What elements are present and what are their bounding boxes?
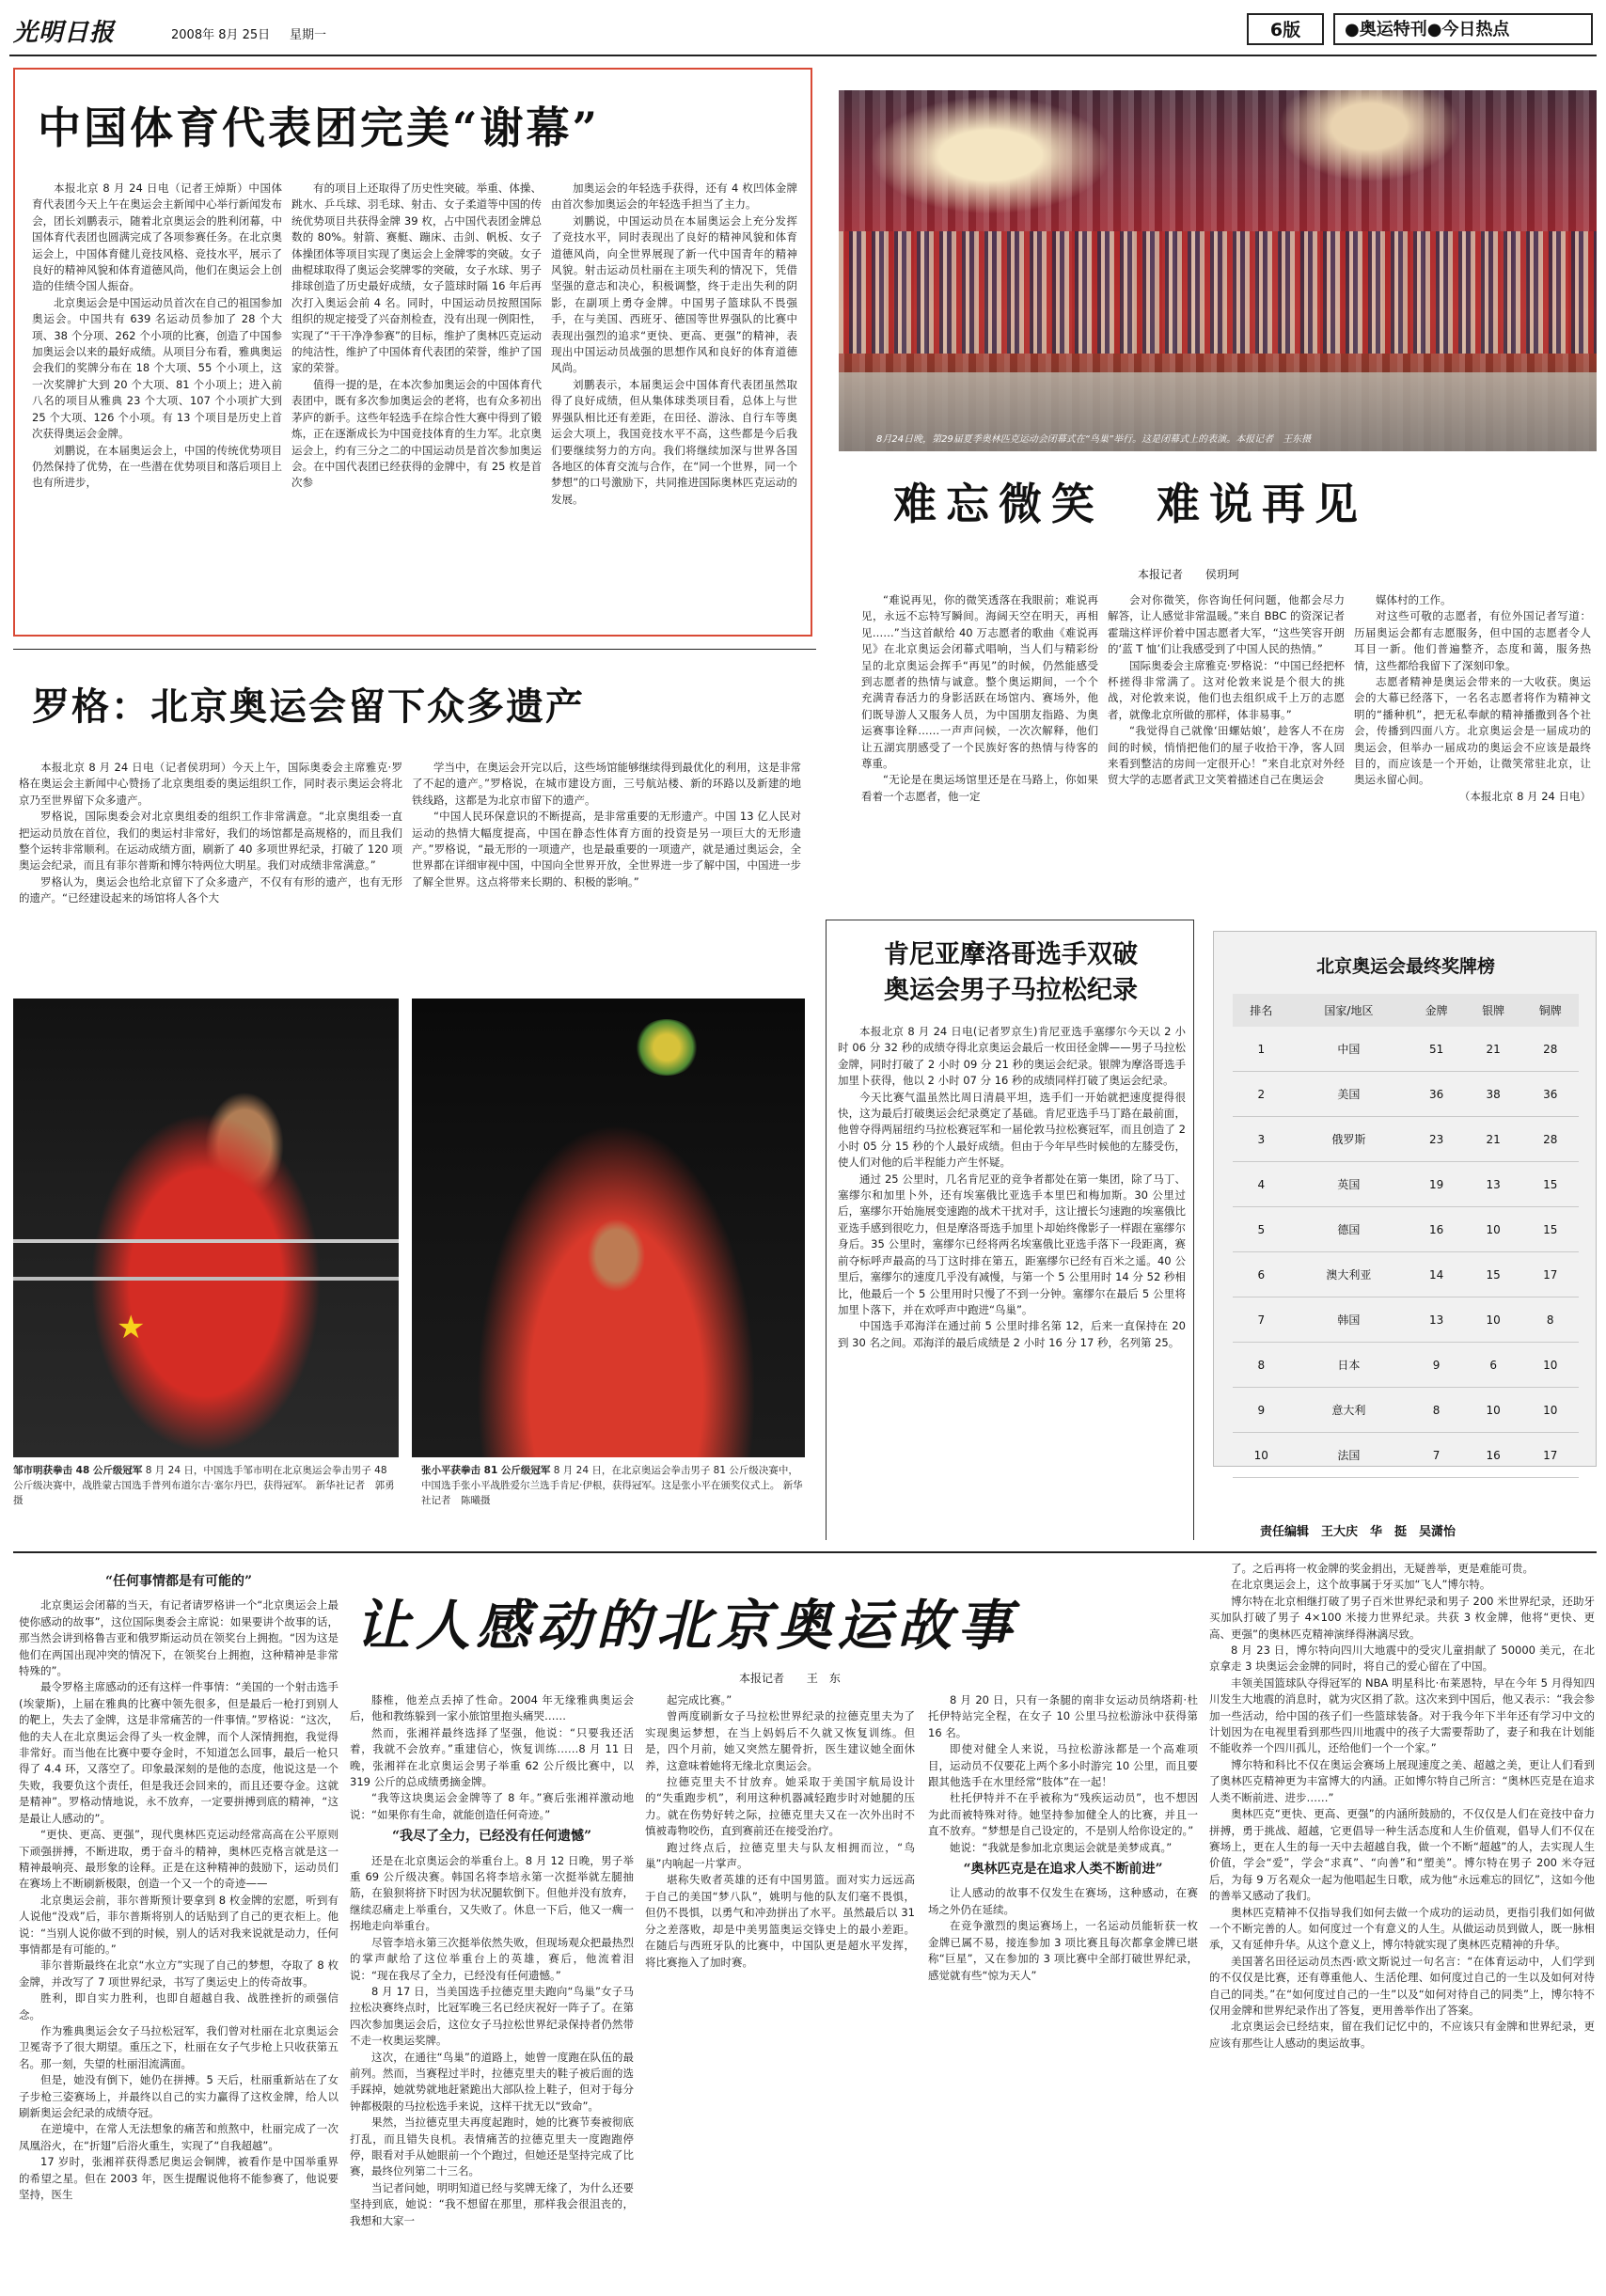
table-cell: 23 xyxy=(1408,1117,1465,1162)
table-row xyxy=(1233,1252,1579,1297)
table-cell: 7 xyxy=(1408,1433,1465,1478)
lead-col-3 xyxy=(551,181,797,508)
section-badge-today: ●今日热点 xyxy=(1426,20,1510,39)
paragraph: “无论是在奥运场馆里还是在马路上，你如果看着一个志愿者，他一定 xyxy=(861,773,1098,803)
table-cell: 10 xyxy=(1465,1207,1522,1252)
paragraph: 罗格说，国际奥委会对北京奥组委的组织工作非常满意。“北京奥组委一直把运动员放在首位，我们的奥运村非常好，我们的场馆都是高规格的，而且我们整个运转非常顺利。在运动成绩方面，刷新了 40 多项世界纪录，打破了 120 项奥运会纪录，而且有菲尔普斯和博尔特两位大明星。我们对成绩非常满意。” xyxy=(19,810,402,873)
lead-headline: 中国体育代表团完美“谢幕” xyxy=(38,102,600,153)
table-cell: 13 xyxy=(1465,1162,1522,1207)
paragraph: 博尔特在北京相继打破了男子百米世界纪录和男子 200 米世界纪录，还助牙买加队打破了男子 4×100 米接力世界纪录。共获 3 枚金牌，他将“更快、更高、更强”的奥林匹克精神演绎得淋漓尽致。 xyxy=(1209,1594,1595,1641)
column-header: 金牌 xyxy=(1408,994,1465,1027)
medal-table-body xyxy=(1233,1027,1579,1478)
paragraph: 今天比赛气温虽然比周日清晨平坦，选手们一开始就把速度提得很快，这为最后打破奥运会纪录奠定了基础。肯尼亚选手马丁路在最前面，他曾夺得两届纽约马拉松赛冠军和一届伦敦马拉松赛冠军，而且创造了 2 小时 05 分 15 秒的个人最好成绩。但由于今年早些时候他的左膝受伤，使人们对他的后半程能力产生怀疑。 xyxy=(838,1090,1186,1170)
byline-name: 侯玥珂 xyxy=(1204,568,1239,581)
table-row xyxy=(1233,1388,1579,1433)
caption-title: 邹市明获拳击 48 公斤级冠军 xyxy=(13,1465,143,1476)
paragraph: 尽管李培永第三次挺举依然失败，但现场观众把最热烈的掌声献给了这位举重台上的英雄，赛后，他流着泪说：“现在我尽了全力，已经没有任何遗憾。” xyxy=(350,1935,634,1982)
table-cell: 俄罗斯 xyxy=(1290,1117,1409,1162)
medal-table-title: 北京奥运会最终奖牌榜 xyxy=(1315,956,1495,977)
dateline: （本报北京 8 月 24 日电） xyxy=(1458,789,1591,803)
column-header: 铜牌 xyxy=(1521,994,1579,1027)
table-cell: 韩国 xyxy=(1290,1297,1409,1343)
paragraph: 但是，她没有倒下，她仍在拼搏。5 天后，杜丽重新站在了女子步枪三姿赛场上，并最终以自己的实力赢得了这枚金牌，给人以刷新奥运会纪录的成绩夺冠。 xyxy=(19,2073,339,2119)
marathon-box xyxy=(826,920,1194,1540)
smile-headline: 难忘微笑 难说再见 xyxy=(893,479,1367,529)
paragraph: 北京奥运会是中国运动员首次在自己的祖国参加奥运会。中国共有 639 名运动员参加了 28 个大项、38 个分项、262 个小项的比赛，创造了中国参加奥运会以来的最好成绩。从项目分布看，雅典奥运会我们的奖牌分布在 18 个大项、55 个小项上，这一次奖牌扩大到 20 个大项、81 个小项上；进入前八名的项目从雅典 23 个大项、107 个小项扩大到 25 个大项、126 个小项。有 13 个项目是历史上首次获得奥运会金牌。 xyxy=(32,295,282,441)
paragraph: “更快、更高、更强”，现代奥林匹克运动经常高高在公平原则下顽强拼搏，不断进取，勇于奋斗的精神，奥林匹克格言就是这一精神最响亮、最形象的诠释。正是在这种精神的鼓励下，运动员们在赛场上不断刷新极限，创造一个又一个的奇迹—— xyxy=(19,1828,339,1891)
section-badge xyxy=(1333,13,1593,45)
paragraph: 值得一提的是，在本次参加奥运会的中国体育代表团中，既有多次参加奥运会的老将，也有众多初出茅庐的新手。这些年轻选手在综合性大赛中得到了锻炼，正在逐渐成长为中国竞技体育的生力军。北京奥运会上，约有三分之二的中国运动员是首次参加奥运会。在中国代表团已经获得的金牌中，有 25 枚是首次参 xyxy=(291,377,542,490)
paragraph: 菲尔普斯最终在北京“水立方”实现了自己的梦想，夺取了 8 枚金牌，并改写了 7 项世界纪录，书写了奥运史上的传奇故事。 xyxy=(19,1958,339,1989)
table-row xyxy=(1233,1162,1579,1207)
paragraph: 在北京奥运会上，这个故事属于牙买加“飞人”博尔特。 xyxy=(1231,1578,1491,1592)
paragraph: 了。之后再将一枚金牌的奖金捐出，无疑善举，更是难能可贵。 xyxy=(1231,1562,1534,1575)
table-cell: 28 xyxy=(1521,1027,1579,1072)
paragraph: “难说再见，你的微笑透落在我眼前；难说再见，永远不忘特写瞬间。海阔天空在明天，再相见……”当这首献给 40 万志愿者的歌曲《难说再见》在北京奥运会闭幕式唱响，当人们与精彩纷呈的北京奥运会挥手“再见”的时候，仍然能感受到志愿者的热情与诚意。整个奥运期间，一个个充满青春活力的身影活跃在场馆内、赛场外，他们既导游人又服务人员，为中国朋友指路、为奥运赛事诠释……一声声问候，一次次解释，他们让五湖宾朋感受了一个民族好客的热情与待客的尊重。 xyxy=(861,593,1098,771)
stories-col-d xyxy=(1209,1561,1595,2052)
medal-table-grid xyxy=(1233,994,1579,1478)
paragraph: 杜托伊特并不在乎被称为“残疾运动员”，也不想因为此而被特殊对待。她坚持参加健全人的比赛，并且一直不放弃。“梦想是自己设定的，不是别人给你设定的。” xyxy=(928,1791,1198,1838)
paragraph: 她说：“我就是参加北京奥运会就是美梦成真。” xyxy=(950,1840,1173,1854)
section-divider xyxy=(13,1551,1597,1553)
paragraph: 丰领美国篮球队夺得冠军的 NBA 明星科比·布莱恩特，早在今年 5 月得知四川发生大地震的消息时，就为灾区捐了款。这次来到中国后，他又表示：“我会参加一些活动，给中国的孩子们一些篮球装备。对于我今年下半年还有学习中文的计划因为在电视里看到那些四川地震中的孩子大需要帮助了，妻子和我在计划能不能收养一个四川孤儿，还给他们一个一个家。” xyxy=(1209,1675,1595,1755)
table-cell: 7 xyxy=(1233,1297,1290,1343)
table-row xyxy=(1233,1027,1579,1072)
paragraph: 北京奥运会前，菲尔普斯预计要拿到 8 枚金牌的宏愿，听到有人说他“没戏”后，菲尔普斯将别人的话贴到了自己的更衣柜上。他说：“当别人说你做不到的时候，别人的话对我来说就是动力，任何事情都是有可能的。” xyxy=(19,1893,339,1956)
paragraph: 堪称失败者英雄的还有中国男篮。面对实力远远高于自己的美国“梦八队”，姚明与他的队友们毫不畏惧，但仍不畏惧，以勇气和冲劲拼出了水平。虽然最后以 31 分之差落败，却是中美男篮奥运交锋史上的最小差距。在随后与西班牙队的比赛中，中国队更是超水平发挥，将比赛拖入了加时赛。 xyxy=(645,1873,915,1969)
table-cell: 英国 xyxy=(1290,1162,1409,1207)
table-cell: 3 xyxy=(1233,1117,1290,1162)
editors-credit: 责任编辑 王大庆 华 挺 吴潇怡 xyxy=(1260,1525,1456,1539)
paragraph: 即使对健全人来说，马拉松游泳都是一个高难项目，运动员不仅要花上两个多小时游完 10 公里，而且要跟其他选手在水里经常“肢体”在一起！ xyxy=(928,1742,1198,1789)
paragraph: 作为雅典奥运会女子马拉松冠军，我们曾对杜丽在北京奥运会卫冕寄予了很大期望。重压之下，杜丽在女子气步枪上只收获第五名。那一刻，失望的杜丽泪流满面。 xyxy=(19,2023,339,2070)
table-cell: 4 xyxy=(1233,1162,1290,1207)
lead-story-box xyxy=(13,68,812,637)
ring-rope xyxy=(13,1239,399,1243)
paragraph: 最令罗格主席感动的还有这样一件事情：“美国的一个射击选手(埃蒙斯)，上届在雅典的比赛中领先很多，但是最后一枪打到别人的靶上，失去了金牌，这是非常痛苦的一件事情。”罗格说：“这次，他的夫人在北京奥运会得了头一枚金牌，而个人深情拥抱，我觉得非常好。而当他在比赛中要夺金时，不知道怎么回事，最后一枪只得了 4.4 环，又落空了。印象最深刻的是他的态度，他说这是一个失败，我要负这个责任，但是我还会回来的，而且还要夺金。这就是精神”。罗格动情地说，永不放弃，一定要拼搏到底的精神，“这是最让人感动的”。 xyxy=(19,1680,339,1825)
paragraph: 曾两度刷新女子马拉松世界纪录的拉德克里夫为了实现奥运梦想，在当上妈妈后不久就又恢复训练。但是，四个月前，她又突然左腿骨折，医生建议她全面休养，这意味着她将无缘北京奥运会。 xyxy=(645,1709,915,1772)
rogge-headline: 罗格：北京奥运会留下众多遗产 xyxy=(32,684,585,729)
smile-col-1 xyxy=(861,592,1098,805)
paragraph: 北京奥运会闭幕的当天，有记者请罗格讲一个“北京奥运会上最使你感动的故事”，这位国际奥委会主席说：如果要讲个故事的话，那当然会讲到格鲁吉亚和俄罗斯运动员在领奖台上拥抱。“因为这是他们在两国出现冲突的情况下，在领奖台上拥抱，这种精神是非常特殊的”。 xyxy=(19,1598,339,1678)
table-cell: 9 xyxy=(1408,1343,1465,1388)
paragraph: 罗格认为，奥运会也给北京留下了众多遗产，不仅有有形的遗产，也有无形的遗产。“已经建设起来的场馆将人各个大 xyxy=(19,874,402,905)
table-row xyxy=(1233,1343,1579,1388)
table-cell: 1 xyxy=(1233,1027,1290,1072)
paragraph: “我觉得自己就像‘田螺姑娘’，趁客人不在房间的时候，悄悄把他们的屋子收拾干净，客人回来看到整洁的房间一定很开心！”来自北京对外经贸大学的志愿者武卫文笑着描述自己在奥运会 xyxy=(1108,724,1345,787)
paragraph: 中国选手邓海洋在通过前 5 公里时排名第 12，后来一直保持在 20 到 30 名之间。邓海洋的最后成绩是 2 小时 16 分 17 秒，名列第 25。 xyxy=(838,1319,1186,1349)
caption-text: 8 月 24 日，中国选手邹市明在北京奥运会拳击男子 48 公斤级决赛中，战胜蒙古国选手普列布道尔吉·塞尔丹巴，获得冠军。 xyxy=(13,1465,387,1491)
table-cell: 21 xyxy=(1465,1027,1522,1072)
paragraph: 在竞争激烈的奥运赛场上，一名运动员能斩获一枚金牌已属不易，接连参加 3 项比赛且每次都拿金牌已堪称“巨星”，又在参加的 3 项比赛中全部打破世界纪录，感觉就有些“惊为天人” xyxy=(928,1919,1198,1982)
paragraph: 8 月 20 日，只有一条腿的南非女运动员纳塔莉·杜托伊特站完全程，在女子 10 公里马拉松游泳中获得第 16 名。 xyxy=(928,1693,1198,1739)
crowd-band xyxy=(839,231,1597,354)
table-cell: 15 xyxy=(1521,1207,1579,1252)
table-row xyxy=(1233,1072,1579,1117)
table-cell: 10 xyxy=(1465,1297,1522,1343)
stories-headline: 让人感动的北京奥运故事 xyxy=(355,1594,1018,1658)
table-cell: 16 xyxy=(1465,1433,1522,1478)
paragraph: 在逆境中，在常人无法想象的痛苦和煎熬中，杜丽完成了一次凤凰浴火，在“折翅”后浴火重生，实现了“自我超越”。 xyxy=(19,2122,339,2152)
paragraph: 博尔特和科比不仅在奥运会赛场上展现速度之美、超越之美，更让人们看到了奥林匹克精神更为丰富博大的内涵。正如博尔特自己所言：“奥林匹克是在追求人类不断前进、进步……” xyxy=(1209,1757,1595,1804)
table-cell: 6 xyxy=(1465,1343,1522,1388)
caption-text: 8 月 24 日，在北京奥运会拳击男子 81 公斤级决赛中，中国选手张小平战胜爱尔兰选手肯尼·伊根，获得冠军。这是张小平在颁奖仪式上。 xyxy=(421,1465,798,1491)
flag-star-icon: ★ xyxy=(117,1309,146,1346)
paragraph: 果然，当拉德克里夫再度起跑时，她的比赛节奏被彻底打乱，而且错失良机。表情痛苦的拉德克里夫一度跑跑停停，眼看对手从她眼前一个个跑过，但她还是坚持完成了比赛，最终位列第二十三名。 xyxy=(350,2115,634,2178)
section-badge-olympics: ●奥运特刊 xyxy=(1345,20,1427,39)
table-cell: 法国 xyxy=(1290,1433,1409,1478)
paragraph: 本报北京 8 月 24 日电(记者罗京生)肯尼亚选手塞缪尔今天以 2 小时 06 分 32 秒的成绩夺得北京奥运会最后一枚田径金牌——男子马拉松金牌，同时打破了 2 小时 09 分 21 秒的奥运会纪录。银牌为摩洛哥选手加里卜获得，他以 2 小时 07 分 16 秒的成绩同样打破了奥运会纪录。 xyxy=(838,1025,1186,1088)
page-number: 6版 xyxy=(1247,13,1324,45)
table-cell: 8 xyxy=(1233,1343,1290,1388)
table-cell: 8 xyxy=(1521,1297,1579,1343)
marathon-headline xyxy=(827,937,1195,1009)
rogge-col-2 xyxy=(412,760,801,890)
paragraph: “我等这块奥运会金牌等了 8 年。”赛后张湘祥激动地说：“如果你有生命，就能创造任何奇迹。” xyxy=(350,1791,634,1821)
stories-col-b xyxy=(350,1692,634,2229)
paragraph: 8 月 17 日，当美国选手拉德克里夫跑向“鸟巢”女子马拉松决赛终点时，比冠军晚三名已经庆祝好一阵子了。在第四次参加奥运会后，这位女子马拉松世界纪录保持者仍然带不走一枚奥运奖牌。 xyxy=(350,1984,634,2048)
paragraph: 北京奥运会已经结束，留在我们记忆中的，不应该只有金牌和世界纪录，更应该有那些让人感动的奥运故事。 xyxy=(1209,2020,1595,2050)
table-cell: 36 xyxy=(1521,1072,1579,1117)
paragraph: 胜利，即自实力胜利，也即自超越自我、战胜挫折的顽强信念。 xyxy=(19,1991,339,2021)
paragraph: 奥林匹克精神不仅指导我们如何去做一个成功的运动员，更指引我们如何做一个不断完善的人。如何度过一个有意义的人生。从做运动员到做人，既一脉相承，又有延伸升华。从这个意义上，博尔特就实现了奥林匹克精神的升华。 xyxy=(1209,1905,1595,1952)
table-cell: 中国 xyxy=(1290,1027,1409,1072)
table-cell: 德国 xyxy=(1290,1207,1409,1252)
table-cell: 澳大利亚 xyxy=(1290,1252,1409,1297)
photo-credit: 新华社记者 郭勇摄 xyxy=(13,1480,395,1506)
table-cell: 51 xyxy=(1408,1027,1465,1072)
issue-weekday: 星期一 xyxy=(290,28,327,42)
smile-col-3 xyxy=(1354,592,1591,805)
paragraph: 加奥运会的年轻选手获得，还有 4 枚凹体金牌由首次参加奥运会的年轻选手担当了主力。 xyxy=(551,181,797,212)
paragraph: “中国人民环保意识的不断提高，是非常重要的无形遗产。中国 13 亿人民对运动的热情大幅度提高，中国在静态性体育方面的投资是另一项巨大的无形遗产。”罗格说，“最无形的一项遗产，也是最重要的一项遗产，就是通过奥运会，全世界都在详细审视中国，中国向全世界开放，全世界进一步了解中国，中国进一步了解全世界。这点将带来长期的、积极的影响。” xyxy=(412,810,801,889)
table-cell: 19 xyxy=(1408,1162,1465,1207)
champion-caption xyxy=(421,1463,807,1508)
paragraph: 媒体村的工作。 xyxy=(1376,593,1452,606)
paragraph: 让人感动的故事不仅发生在赛场，这种感动，在赛场之外仍在延续。 xyxy=(928,1886,1198,1916)
boxing-photo xyxy=(13,999,399,1457)
paragraph: 跑过终点后，拉德克里夫与队友相拥而泣，“鸟巢”内响起一片掌声。 xyxy=(645,1840,915,1871)
table-cell: 意大利 xyxy=(1290,1388,1409,1433)
paragraph: 刘鹏说，在本届奥运会上，中国的传统优势项目仍然保持了优势，在一些潜在优势项目和落后项目上也有所进步， xyxy=(32,443,282,490)
stories-col-c xyxy=(645,1692,1198,2287)
photo-credit: 新华社记者 陈曦摄 xyxy=(421,1480,803,1506)
boxing-caption xyxy=(13,1463,399,1508)
medal-table xyxy=(1233,994,1579,1478)
table-cell: 10 xyxy=(1465,1388,1522,1433)
table-cell: 8 xyxy=(1408,1388,1465,1433)
table-cell: 10 xyxy=(1233,1433,1290,1478)
ring-rope xyxy=(13,1277,399,1281)
table-row xyxy=(1233,1207,1579,1252)
champion-photo xyxy=(412,999,805,1457)
paragraph: 本报北京 8 月 24 日电（记者侯玥珂）今天上午，国际奥委会主席雅克·罗格在奥运会主新闻中心赞扬了北京奥组委的奥运组织工作，同时表示奥运会将北京乃至世界留下众多遗产。 xyxy=(19,761,402,807)
paragraph: 起完成比赛。” xyxy=(667,1693,732,1706)
table-cell: 5 xyxy=(1233,1207,1290,1252)
stories-col-a xyxy=(19,1568,339,2203)
table-cell: 36 xyxy=(1408,1072,1465,1117)
table-cell: 2 xyxy=(1233,1072,1290,1117)
subheading: “我尽了全力，已经没有任何遗憾” xyxy=(391,1829,592,1845)
table-cell: 日本 xyxy=(1290,1343,1409,1388)
medal-table-box xyxy=(1213,931,1597,1467)
byline-label: 本报记者 xyxy=(739,1672,785,1685)
table-row xyxy=(1233,1433,1579,1478)
table-cell: 38 xyxy=(1465,1072,1522,1117)
table-header-row xyxy=(1233,994,1579,1027)
paragraph: 17 岁时，张湘祥获得悉尼奥运会铜牌，被看作是中国举重界的希望之星。但在 2003 年，医生提醒说他将不能参赛了，他说要坚持，医生 xyxy=(19,2155,339,2202)
table-cell: 15 xyxy=(1465,1252,1522,1297)
table-cell: 17 xyxy=(1521,1252,1579,1297)
lead-col-2 xyxy=(291,181,542,492)
photo-caption: 8月24日晚，第29届夏季奥林匹克运动会闭幕式在“鸟巢”举行。这是闭幕式上的表演。本报记者 王东摄 xyxy=(876,434,1312,445)
table-cell: 9 xyxy=(1233,1388,1290,1433)
closing-ceremony-photo xyxy=(839,90,1597,451)
paragraph: 会对你微笑，你咨询任何问题，他都会尽力解答，让人感觉非常温暖。”来自 BBC 的资深记者霍瑞这样评价着中国志愿者大军，“这些笑容开朗的‘蓝 T 恤’们让我感受到了中国人民的热情。” xyxy=(1108,593,1345,656)
newspaper-logo: 光明日报 xyxy=(13,19,116,47)
byline-label: 本报记者 xyxy=(1138,568,1184,581)
stories-byline xyxy=(739,1670,841,1686)
table-cell: 6 xyxy=(1233,1252,1290,1297)
paragraph: 8 月 23 日，博尔特向四川大地震中的受灾儿童捐献了 50000 美元，在北京拿走 3 块奥运会金牌的同时，将自己的爱心留在了中国。 xyxy=(1209,1643,1595,1674)
paragraph: 当记者问她，明明知道已经与奖牌无缘了，为什么还要坚持到底，她说：“我不想留在那里，那样我会很沮丧的，我想和大家一 xyxy=(350,2180,634,2227)
paragraph: 国际奥委会主席雅克·罗格说：“中国已经把杯杯搓得非常满了。这对伦敦来说是个很大的挑战，对伦敦来说，他们也去组织成千上万的志愿者，就像北京所做的那样，体非易事。” xyxy=(1108,658,1345,721)
table-cell: 17 xyxy=(1521,1433,1579,1478)
headline-line: 肯尼亚摩洛哥选手双破 xyxy=(884,940,1138,969)
paragraph: 刘鹏说，中国运动员在本届奥运会上充分发挥了竞技水平，同时表现出了良好的精神风貌和体育道德风尚，向全世界展现了新一代中国青年的精神风貌。射击运动员杜丽在主项失利的情况下，凭借坚强的意志和决心，积极调整，终于走出失利的阴影，在副项上勇夺金牌。中国男子篮球队不畏强手，在与美国、西班牙、德国等世界强队的比赛中表现出强烈的追求“更快、更高、更强”的精神，表现出中国运动员战强的思想作风和良好的体育道德风尚。 xyxy=(551,213,797,375)
paragraph: 还是在北京奥运会的举重台上。8 月 12 日晚，男子举重 69 公斤级决赛。韩国名将李培永第一次挺举就左腿抽筋，在狼狈将挤下时因为状况腿软倒下。但他并没有放弃，继续忍痛走上举重台，又失败了。休息一下后，他又一瘸一拐地走向举重台。 xyxy=(350,1853,634,1933)
table-cell: 美国 xyxy=(1290,1072,1409,1117)
paragraph: 然而，张湘祥最终选择了坚强，他说：“只要我还活着，我就不会放弃。”重建信心，恢复训练……8 月 11 日晚，张湘祥在北京奥运会男子举重 62 公斤级比赛中，以 319 公斤的总成绩勇摘金牌。 xyxy=(350,1725,634,1789)
table-cell: 13 xyxy=(1408,1297,1465,1343)
masthead xyxy=(0,0,1606,56)
table-row xyxy=(1233,1117,1579,1162)
table-cell: 15 xyxy=(1521,1162,1579,1207)
lead-col-1 xyxy=(32,181,282,492)
paragraph: 这次，在通往“鸟巢”的道路上，她曾一度跑在队伍的最前列。然而，当赛程过半时，拉德克里夫的鞋子被后面的选手踩掉，她就势就地赶紧跪出大部队捡上鞋子，但对于每分钟都极限的马拉松选手来说，这样干扰无以“致命”。 xyxy=(350,2050,634,2113)
table-cell: 21 xyxy=(1465,1117,1522,1162)
byline-name: 王 东 xyxy=(806,1672,841,1685)
table-row xyxy=(1233,1297,1579,1343)
paragraph: 志愿者精神是奥运会带来的一大收获。奥运会的大幕已经落下，一名名志愿者将作为精神文明的“播种机”，把无私奉献的精神播撒到各个社会，传播到四面八方。北京奥运会是一届成功的奥运会，但举办一届成功的奥运会不应该是最终目的，而应该是一个开始，让微笑常驻北京，让奥运永留心间。 xyxy=(1354,675,1591,787)
column-header: 银牌 xyxy=(1465,994,1522,1027)
caption-title: 张小平获拳击 81 公斤级冠军 xyxy=(421,1465,551,1476)
subheading: “奥林匹克是在追求人类不断前进” xyxy=(963,1862,1163,1878)
divider xyxy=(13,649,816,650)
bouquet xyxy=(634,1019,700,1076)
column-header: 国家/地区 xyxy=(1290,994,1409,1027)
paragraph: 有的项目上还取得了历史性突破。举重、体操、跳水、乒乓球、羽毛球、射击、女子柔道等中国的传统优势项目共获得金牌 39 枚，占中国代表团金牌总数的 80%。射箭、赛艇、蹦床、击剑、帆板、女子体操团体等项目实现了奥运会上金牌零的突破。女子曲棍球取得了奥运会奖牌零的突破，女子水球、男子排球创造了历史最好成绩，女子篮球时隔 16 年后再次打入奥运会前 4 名。同时，中国运动员按照国际组织的规定接受了兴奋剂检查，没有出现一例阳性，实现了“干干净净参赛”的目标，维护了奥林匹克运动的纯洁性，维护了中国体育代表团的荣誉，维护了国家的荣誉。 xyxy=(291,181,542,375)
table-cell: 14 xyxy=(1408,1252,1465,1297)
smile-byline xyxy=(1138,566,1239,582)
paragraph: 对这些可敬的志愿者，有位外国记者写道：历届奥运会都有志愿服务，但中国的志愿者令人耳目一新。他们普遍整齐，态度和蔼，服务热情，这些都给我留下了深刻印象。 xyxy=(1354,609,1591,672)
marathon-text xyxy=(838,1024,1186,1351)
table-cell: 28 xyxy=(1521,1117,1579,1162)
paragraph: 学当中，在奥运会开完以后，这些场馆能够继续得到最优化的利用，这是非常了不起的遗产。”罗格说，在城市建设方面，三号航站楼、新的环路以及新建的地铁线路，这都是为北京市留下的遗产。 xyxy=(412,761,801,807)
table-cell: 10 xyxy=(1521,1343,1579,1388)
paragraph: 膝椎，他差点丢掉了性命。2004 年无缘雅典奥运会后，他和教练躲到一家小旅馆里抱头痛哭…… xyxy=(350,1693,634,1723)
issue-date: 2008年 8月 25日 xyxy=(171,28,271,42)
table-cell: 16 xyxy=(1408,1207,1465,1252)
headline-line: 奥运会男子马拉松纪录 xyxy=(884,976,1138,1005)
paragraph: 刘鹏表示，本届奥运会中国体育代表团虽然取得了良好成绩，但从集体球类项目看，总体上与世界强队相比还有差距，在田径、游泳、自行车等奥运会大项上，我国竞技水平不高，这些都是今后我们要继续努力的方向。我们将继续加深与世界各国各地区的体育交流与合作，在“同一个世界，同一个梦想”的口号激励下，共同推进国际奥林匹克运动的发展。 xyxy=(551,377,797,506)
smile-col-2 xyxy=(1108,592,1345,789)
paragraph: 拉德克里夫不甘放弃。她采取于美国宇航局设计的“失重跑步机”，利用这种机器减轻跑步时对她腿的压力。就在伤势好转之际，拉德克里夫又在一次外出时不慎被毒物咬伤，直到赛前还在接受治疗。 xyxy=(645,1775,915,1838)
paragraph: 奥林匹克“更快、更高、更强”的内涵所鼓励的，不仅仅是人们在竞技中奋力拼搏，勇于挑战、超越，它更倡导一种生活态度和人生价值观，倡导人们不仅在赛场上，更在人生的每一天中去超越自我，做一个不断“超越”的人，去实现人生价值，学会“爱”，学会“求真”、“向善”和“塑美”。博尔特在男子 200 米夺冠后，为每 9 万名观众一起为他唱起生日歌，成为他“永远难忘的回忆”，这如今他的善举又感动了我们。 xyxy=(1209,1807,1595,1903)
subheading: “任何事情都是有可能的” xyxy=(104,1574,253,1589)
table-cell: 10 xyxy=(1521,1388,1579,1433)
column-header: 排名 xyxy=(1233,994,1290,1027)
masthead-rule xyxy=(9,55,1597,56)
paragraph: 本报北京 8 月 24 日电（记者王焯斯）中国体育代表团今天上午在奥运会主新闻中心举行新闻发布会，团长刘鹏表示，随着北京奥运会的胜利闭幕，中国体育代表团也圆满完成了各项参赛任务。在北京奥运会上，中国体育健儿竞技风格、竞技水平，展示了良好的精神风貌和体育道德风尚，他们在奥运会上创造的佳绩令国人振奋。 xyxy=(32,181,282,293)
paragraph: 通过 25 公里时，几名肯尼亚的竞争者都处在第一集团，除了马丁、塞缪尔和加里卜外，还有埃塞俄比亚选手本里巴和梅加斯。30 公里过后，塞缪尔开始施展变速跑的战术干扰对手，这让擅长匀速跑的埃塞俄比亚选手感到很吃力，但是摩洛哥选手加里卜却始终像影子一样跟在塞缪尔身后。35 公里时，塞缪尔已经将两名埃塞俄比亚选手落下一段距离，赛前夺标呼声最高的马丁这时排在第五，距塞缪尔已经有百米之遥。40 公里后，塞缪尔的速度几乎没有减慢，与第一个 5 公里用时 14 分 52 秒相比，他最后一个 5 公里用时只慢了不到一分钟。塞缪尔在最后 5 公里将加里卜落下，并在欢呼声中跑进“鸟巢”。 xyxy=(838,1172,1186,1316)
rogge-col-1 xyxy=(19,760,402,907)
paragraph: 美国著名田径运动员杰西·欧文斯说过一句名言：“在体育运动中，人们学到的不仅仅是比赛，还有尊重他人、生活伦理、如何度过自己的一生以及如何对待自己的同类。”在“如何度过自己的一生”以及“如何对待自己的同类”上，博尔特不仅用金牌和世界纪录作出了答复，更用善举作出了答案。 xyxy=(1209,1954,1595,2017)
